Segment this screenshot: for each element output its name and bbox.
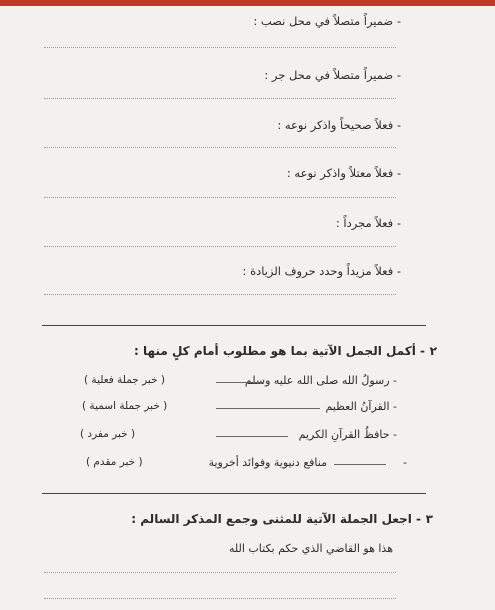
required-hint: ( خبر مفرد ) <box>80 428 136 440</box>
question-number: ٣ <box>425 512 433 526</box>
question-title: - أكمل الجمل الآتية بما هو مطلوب أمام كلٍ منها : <box>134 344 425 358</box>
answer-line[interactable] <box>44 98 396 99</box>
answer-line[interactable] <box>44 147 396 148</box>
prompt-bare-verb: - فعلاً مجرداً : <box>335 216 401 230</box>
prompt-weak-verb: - فعلاً معتلاً واذكر نوعه : <box>286 166 401 180</box>
answer-blank[interactable] <box>216 408 320 409</box>
sentence-item: منافع دنيوية وفوائد أخروية <box>208 456 327 469</box>
answer-line[interactable] <box>44 246 396 247</box>
answer-blank[interactable] <box>216 382 264 383</box>
prompt-sound-verb: - فعلاً صحيحاً واذكر نوعه : <box>277 118 401 132</box>
prompt-augmented-verb: - فعلاً مزيداً وحدد حروف الزيادة : <box>242 264 401 278</box>
answer-line[interactable] <box>44 598 396 599</box>
answer-line[interactable] <box>44 294 396 295</box>
sentence-item: - رسولُ الله صلى الله عليه وسلم <box>244 374 397 387</box>
question-title: - اجعل الجملة الآتية للمثنى وجمع المذكر السالم : <box>131 512 421 526</box>
dash: - <box>403 456 407 469</box>
prompt-attached-pronoun-accusative: - ضميراً متصلاً في محل نصب : <box>253 14 401 28</box>
sentence-to-transform: هذا هو القاضي الذي حكم بكتاب الله <box>228 542 393 555</box>
prompt-attached-pronoun-genitive: - ضميراً متصلاً في محل جر : <box>264 68 401 82</box>
required-hint: ( خبر مقدم ) <box>86 456 143 468</box>
sentence-item: - القرآنُ العظيم <box>325 400 397 413</box>
section-divider <box>42 325 426 326</box>
required-hint: ( خبر جملة اسمية ) <box>82 400 168 412</box>
answer-line[interactable] <box>44 47 396 48</box>
top-accent-bar <box>0 0 495 6</box>
section-divider <box>42 493 426 494</box>
required-hint: ( خبر جملة فعلية ) <box>84 374 166 386</box>
answer-blank[interactable] <box>334 464 386 465</box>
sentence-item: - حافظُ القرآنِ الكريم <box>298 428 397 441</box>
answer-line[interactable] <box>44 572 396 573</box>
question-number: ٢ <box>429 344 437 358</box>
answer-line[interactable] <box>44 197 396 198</box>
answer-blank[interactable] <box>216 436 288 437</box>
